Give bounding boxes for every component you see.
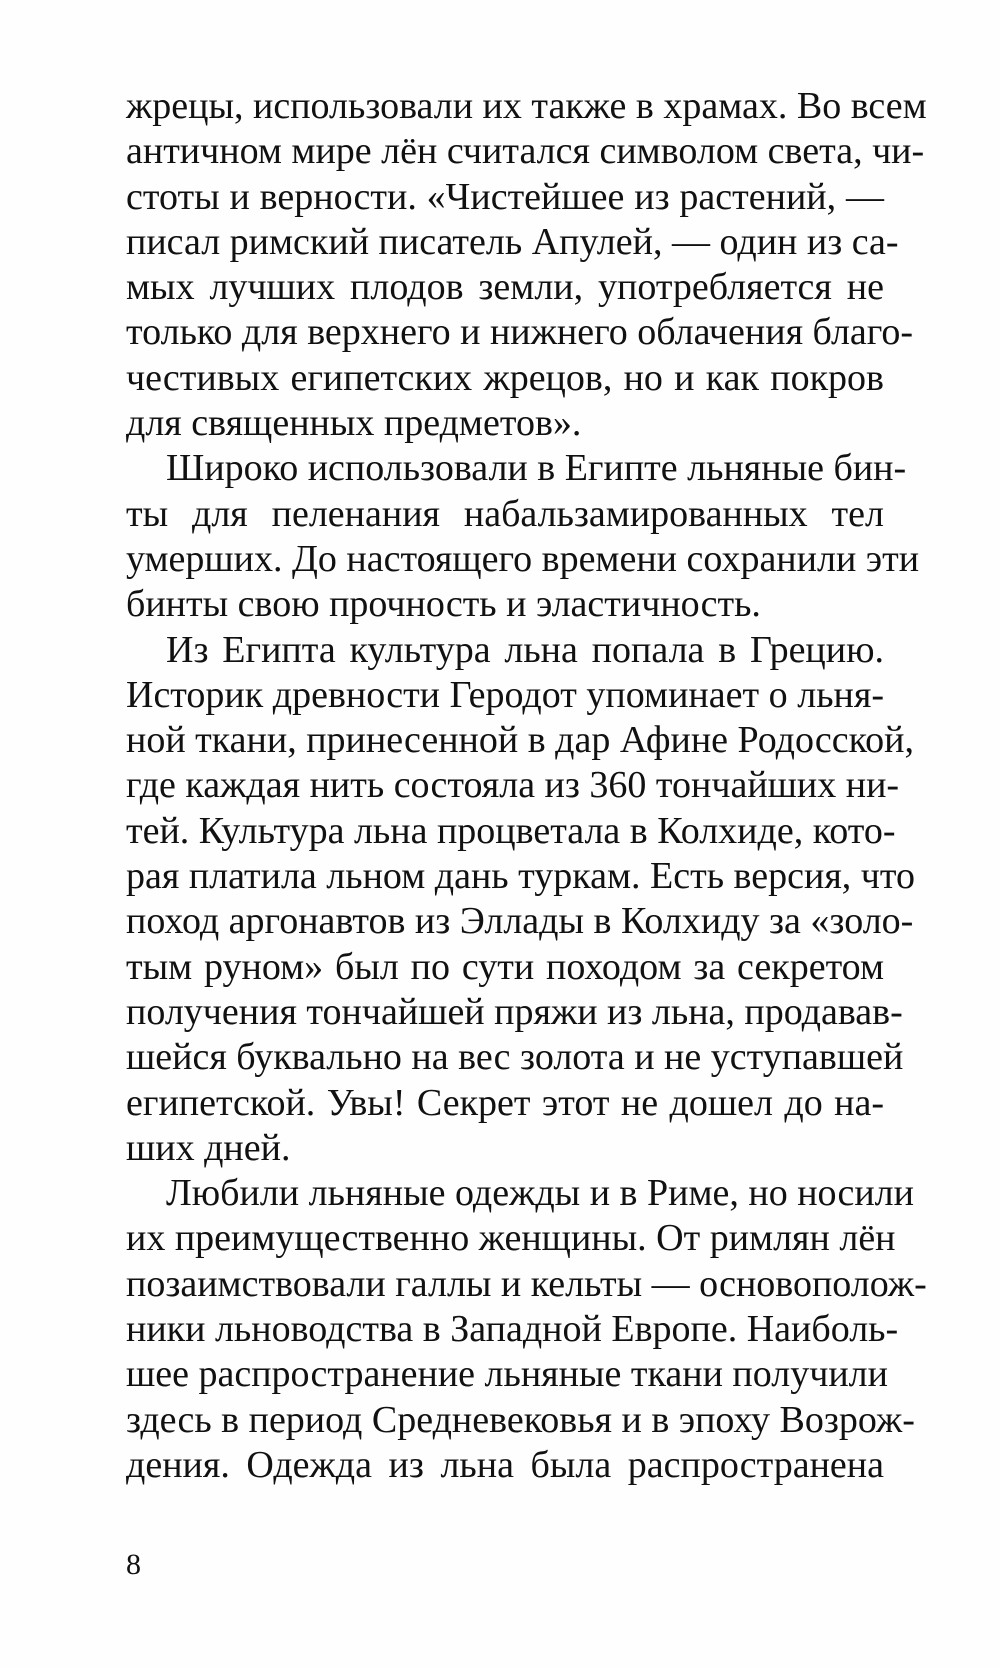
text-line: ших дней. <box>126 1126 291 1169</box>
text-line: где каждая нить состояла из 360 тончайших ни- <box>126 764 900 807</box>
text-line: античном мире лён считался символом света, чи- <box>126 130 925 173</box>
text-line: их преимущественно женщины. От римлян лён <box>126 1217 896 1260</box>
text-line: только для верхнего и нижнего облачения благо- <box>126 311 914 354</box>
text-line: Историк древности Геродот упоминает о льня- <box>126 673 884 716</box>
text-line: ники льноводства в Западной Европе. Наиболь- <box>126 1308 899 1351</box>
text-line: дения. Одежда из льна была распространена <box>126 1443 884 1486</box>
text-line: мых лучших плодов земли, употребляется не <box>126 266 884 309</box>
text-line: шее распространение льняные ткани получили <box>126 1353 888 1396</box>
text-line: ты для пеленания набальзамированных тел <box>126 492 884 535</box>
text-line: стоты и верности. «Чистейшее из растений, — <box>126 175 884 218</box>
text-line: ной ткани, принесенной в дар Афине Родосской, <box>126 719 914 762</box>
text-line: для священных предметов». <box>126 402 582 445</box>
text-line: Широко использовали в Египте льняные бин- <box>166 447 907 490</box>
text-line: жрецы, использовали их также в храмах. Во всем <box>126 85 927 127</box>
text-line: Из Египта культура льна попала в Грецию. <box>166 628 884 671</box>
text-line: бинты свою прочность и эластичность. <box>126 583 761 626</box>
body-text <box>126 84 927 1488</box>
text-line: египетской. Увы! Секрет этот не дошел до на- <box>126 1081 884 1124</box>
text-line: шейся буквально на вес золота и не уступавшей <box>126 1036 904 1079</box>
text-line: тей. Культура льна процветала в Колхиде, кото- <box>126 809 896 852</box>
text-line: писал римский писатель Апулей, — один из са- <box>126 220 899 263</box>
text-line: позаимствовали галлы и кельты — основополож- <box>126 1262 927 1305</box>
text-line: здесь в период Средневековья и в эпоху Возрож- <box>126 1398 915 1441</box>
text-line: умерших. До настоящего времени сохранили эти <box>126 537 920 580</box>
text-line: получения тончайшей пряжи из льна, продавав- <box>126 990 903 1033</box>
text-line: Любили льняные одежды и в Риме, но носили <box>166 1172 914 1215</box>
text-line: поход аргонавтов из Эллады в Колхиду за «золо- <box>126 900 914 943</box>
text-line: тым руном» был по сути походом за секретом <box>126 945 884 988</box>
text-line: рая платила льном дань туркам. Есть версия, что <box>126 855 916 898</box>
page-number: 8 <box>126 1548 141 1581</box>
text-line: честивых египетских жрецов, но и как покров <box>126 356 884 399</box>
